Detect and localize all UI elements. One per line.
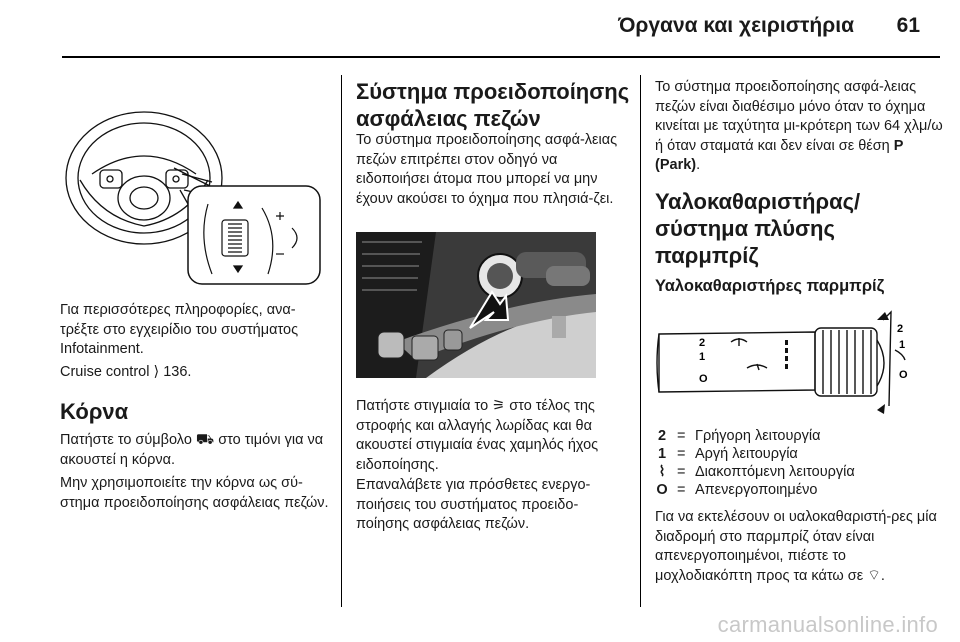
pw-text-b: στο τέλος της στροφής και αλλαγής λωρίδας και θα ακουστεί στιγμιαία ένας χαμηλός ήχος ειδοποίησης. (356, 398, 599, 473)
pedestrian-warning-stalk-photo (356, 232, 596, 378)
fig-label-1-right: 1 (899, 339, 906, 351)
horn-heading: Κόρνα (60, 399, 129, 424)
windscreen-wipers-subheading: Υαλοκαθαριστήρες παρμπρίζ (655, 277, 885, 295)
legend-eq: = (677, 464, 686, 480)
fig-label-0-right: O (899, 369, 908, 381)
pedestrian-alert-icon: ⚞ (492, 398, 506, 414)
legend-row (655, 428, 940, 446)
legend-text: Αργή λειτουργία (695, 446, 798, 462)
single-wipe-icon: ⌔ (867, 567, 881, 584)
column-divider (640, 75, 641, 607)
wiper-stalk-illustration (655, 310, 925, 414)
legend-row (655, 464, 940, 482)
legend-symbol: 1 (657, 446, 667, 462)
horn-text-a: Πατήστε το σύμβολο (60, 432, 192, 448)
legend-eq: = (677, 428, 686, 444)
park-position: P (Park) (655, 137, 904, 173)
pedestrian-warning-instruction (356, 397, 631, 475)
cruise-control-reference (60, 363, 330, 383)
fig-label-0: O (699, 373, 708, 385)
availability-text: Το σύστημα προειδοποίησης ασφά-λειας πεζών είναι διαθέσιμο μόνο όταν το όχημα κινείται με ταχύτητα μι-κρότερη των 64 χλμ/ω ή όταν σταματά και δεν είναι σε θέση (655, 79, 943, 154)
cruise-control-page: 136. (163, 364, 192, 380)
legend-row (655, 446, 940, 464)
pedestrian-warning-description: Το σύστημα προειδοποίησης ασφά-λειας πεζών επιτρέπει στον οδηγό να ειδοποιήσει άτομα που μπορεί να μην έχουν ακούσει το όχημα που πλησιά-ζει. (356, 132, 618, 207)
fig-label-2-right: 2 (897, 323, 904, 335)
cruise-control-label: Cruise control (60, 364, 150, 380)
fig-label-2: 2 (699, 337, 706, 349)
legend-text: Γρήγορη λειτουργία (695, 428, 821, 444)
page-number: 61 (896, 14, 920, 37)
header-rule (62, 56, 940, 58)
legend-eq: = (677, 482, 686, 498)
single-wipe-text: Για να εκτελέσουν οι υαλοκαθαριστή-ρες μία διαδρομή στο παρμπρίζ όταν είναι απενεργοποιημένοι, πιέστε το μοχλοδιακόπτη προς τα κάτω σε (655, 509, 937, 584)
horn-icon: ⛟ (195, 432, 215, 448)
legend-text: Απενεργοποιημένο (695, 482, 818, 498)
infotainment-note: Για περισσότερες πληροφορίες, ανα-τρέξτε στο εγχειρίδιο του συστήματος Infotainment. (60, 302, 299, 357)
pedestrian-warning-repeat: Επαναλάβετε για πρόσθετες ενεργο-ποιήσεις του συστήματος προειδο-ποίησης ασφάλειας πεζών. (356, 477, 591, 532)
legend-text: Διακοπτόμενη λειτουργία (695, 464, 855, 480)
legend-symbol: 2 (657, 428, 667, 444)
steering-wheel-illustration (62, 78, 324, 288)
single-wipe-end: . (880, 567, 885, 584)
page-ref-arrow-icon: ⟩ (153, 364, 160, 380)
horn-instruction (60, 431, 332, 470)
horn-warning: Μην χρησιμοποιείτε την κόρνα ως σύ-στημα προειδοποίησης ασφάλειας πεζών. (60, 475, 329, 511)
single-wipe-instruction (655, 508, 945, 586)
off-icon: O (656, 482, 668, 498)
pedestrian-warning-availability (655, 78, 945, 176)
watermark: carmanualsonline.info (717, 612, 938, 637)
fig-label-1: 1 (699, 351, 706, 363)
availability-end: . (696, 157, 701, 173)
wiper-legend (655, 428, 940, 500)
legend-row (655, 482, 940, 500)
pw-text-a: Πατήστε στιγμιαία το (356, 398, 489, 414)
pedestrian-warning-heading: Σύστημα προειδοποίησης ασφάλειας πεζών (356, 79, 630, 131)
column-divider (341, 75, 342, 607)
legend-eq: = (677, 446, 686, 462)
wiper-washer-heading: Υαλοκαθαριστήρας/ σύστημα πλύσης παρμπρίζ (655, 189, 861, 268)
page-header-title: Όργανα και χειριστήρια (618, 14, 854, 37)
intermittent-icon: ⌇ (658, 464, 666, 480)
horn-text-b: στο τιμόνι για να ακουστεί η κόρνα. (60, 432, 324, 468)
